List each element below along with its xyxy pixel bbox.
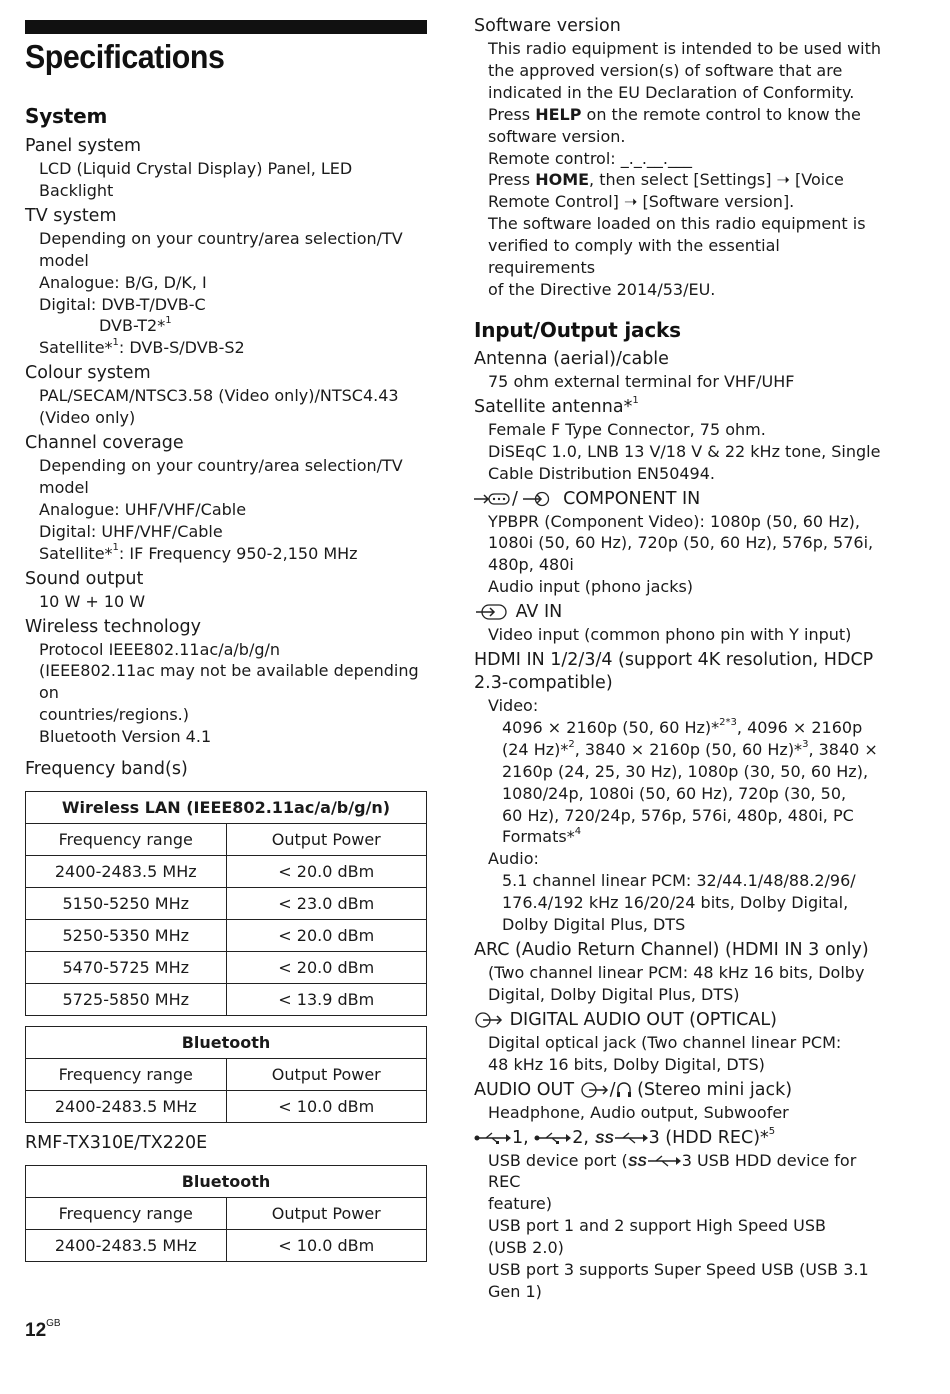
tv-system-line: model <box>39 250 89 270</box>
hdmi-video-line: 1080/24p, 1080i (50, 60 Hz), 720p (30, 50, <box>502 783 847 803</box>
panel-system-value: LCD (Liquid Crystal Display) Panel, LED Backlight <box>39 159 353 200</box>
rmf-label: RMF-TX310E/TX220E <box>25 1133 208 1154</box>
colour-system-line: PAL/SECAM/NTSC3.58 (Video only)/NTSC4.43 <box>39 386 399 406</box>
optical-line: 48 kHz 16 bits, Dolby Digital, DTS) <box>488 1054 765 1074</box>
table-cell: 5470-5725 MHz <box>26 952 227 984</box>
table-cell: 2400-2483.5 MHz <box>26 1091 227 1123</box>
component-line: Audio input (phono jacks) <box>488 577 694 597</box>
usb-line: feature) <box>488 1194 553 1214</box>
component-line: 480p, 480i <box>488 555 574 575</box>
text: , then select [Settings] ➝ [Voice <box>589 170 844 190</box>
satellite-antenna-line: DiSEqC 1.0, LNB 13 V/18 V & 22 kHz tone, Single <box>488 441 881 461</box>
colour-system-line: (Video only) <box>39 408 136 428</box>
page-title: Specifications <box>25 38 225 75</box>
text: on the remote control to know the <box>581 104 861 124</box>
table-cell: < 23.0 dBm <box>226 888 427 920</box>
av-input-icon <box>474 603 510 621</box>
wireless-technology-label: Wireless technology <box>25 616 201 637</box>
arc-line: (Two channel linear PCM: 48 kHz 16 bits, Dolby <box>488 963 865 982</box>
software-line: verified to comply with the essential requirements <box>488 236 780 278</box>
arc-line: Digital, Dolby Digital Plus, DTS) <box>488 984 740 1004</box>
satellite-antenna-line: Cable Distribution EN50494. <box>488 463 715 483</box>
table-row <box>26 888 427 920</box>
text: , 3840 × 2160p (50, 60 Hz)* <box>574 739 803 759</box>
text: Press <box>488 170 536 190</box>
sound-output-label: Sound output <box>25 568 144 589</box>
usb-line: (USB 2.0) <box>488 1238 564 1258</box>
wireless-line: Protocol IEEE802.11ac/a/b/g/n <box>39 639 281 659</box>
optical-text: DIGITAL AUDIO OUT (OPTICAL) <box>509 1009 777 1030</box>
software-version-label: Software version <box>474 16 621 36</box>
component-line: YPBPR (Component Video): 1080p (50, 60 Hz), <box>488 511 860 531</box>
channel-coverage-analogue: Analogue: UHF/VHF/Cable <box>39 499 247 519</box>
footnote-ref: 1 <box>112 337 119 349</box>
wireless-line: countries/regions.) <box>39 705 189 725</box>
usb-superspeed-icon <box>628 1153 682 1169</box>
software-line: indicated in the EU Declaration of Conformity. <box>488 82 855 102</box>
usb-icon <box>534 1131 572 1145</box>
wlan-col-header: Output Power <box>226 824 427 856</box>
footnote-ref: 1 <box>632 394 639 406</box>
text: Satellite antenna* <box>474 396 633 417</box>
text: 3 USB HDD device for REC <box>488 1150 857 1192</box>
wlan-table-title: Wireless LAN (IEEE802.11ac/a/b/g/n) <box>26 792 427 824</box>
frequency-bands-label: Frequency band(s) <box>25 759 188 780</box>
table-row <box>26 1230 427 1262</box>
usb-superspeed-icon <box>595 1130 649 1146</box>
satellite-antenna-line: Female F Type Connector, 75 ohm. <box>488 419 766 439</box>
table-cell: 5725-5850 MHz <box>26 984 227 1016</box>
hdmi-video-line: 2160p (24, 25, 30 Hz), 1080p (30, 50, 60 Hz), <box>502 761 869 781</box>
satellite-text: Satellite* <box>39 543 113 563</box>
table-row <box>26 952 427 984</box>
text: 2, <box>572 1127 589 1148</box>
usb-line <box>474 1150 884 1194</box>
hdmi-video-line <box>474 739 884 761</box>
bluetooth-col-header: Frequency range <box>26 1059 227 1091</box>
page-number-value: 12 <box>25 1320 47 1341</box>
text: Formats* <box>502 827 575 847</box>
hdmi-audio-line: Dolby Digital Plus, DTS <box>502 915 686 935</box>
tv-system-satellite <box>25 337 427 359</box>
table-row <box>26 920 427 952</box>
rmf-col-header: Output Power <box>226 1198 427 1230</box>
hdmi-video-line: 60 Hz), 720/24p, 576p, 576i, 480p, 480i, PC <box>502 805 854 825</box>
text: 3 (HDD REC)* <box>648 1127 769 1148</box>
text: , 4096 × 2160p <box>736 717 863 737</box>
audio-input-icon <box>523 491 553 507</box>
av-in-value: Video input (common phono pin with Y input) <box>488 625 852 645</box>
page-language-suffix: GB <box>46 1317 61 1329</box>
component-line: 1080i (50, 60 Hz), 720p (50, 60 Hz), 576p, 576i, <box>488 533 874 553</box>
bluetooth-table-title: Bluetooth <box>26 1027 427 1059</box>
text: , 3840 × <box>808 739 878 759</box>
software-line <box>474 104 884 126</box>
bluetooth-col-header: Output Power <box>226 1059 427 1091</box>
table-cell: < 20.0 dBm <box>226 856 427 888</box>
text: 1, <box>512 1127 529 1148</box>
text: (24 Hz)* <box>502 739 569 759</box>
home-key: HOME <box>535 170 590 190</box>
usb-line: Gen 1) <box>488 1281 542 1301</box>
optical-output-icon <box>474 1011 504 1029</box>
component-input-icon <box>474 491 512 507</box>
hdmi-video-label: Video: <box>488 696 539 716</box>
usb-line: USB port 1 and 2 support High Speed USB <box>488 1216 826 1236</box>
footnote-ref: 1 <box>112 542 119 554</box>
channel-coverage-satellite <box>25 543 427 565</box>
av-in-label <box>474 601 884 624</box>
wlan-col-header: Frequency range <box>26 824 227 856</box>
satellite-value: : IF Frequency 950-2,150 MHz <box>118 543 358 563</box>
antenna-label: Antenna (aerial)/cable <box>474 348 669 369</box>
right-column <box>474 12 884 1303</box>
svg-text:SS: SS <box>627 1153 647 1170</box>
hdmi-video-line <box>474 717 884 739</box>
optical-line: Digital optical jack (Two channel linear PCM: <box>488 1032 842 1052</box>
tv-system-dvbt2 <box>25 315 427 337</box>
left-column <box>25 104 427 1262</box>
software-line: the approved version(s) of software that are <box>488 60 843 80</box>
hdmi-label-cont: 2.3-compatible) <box>474 673 613 694</box>
software-line: software version. <box>488 126 626 146</box>
bluetooth-table <box>25 1026 427 1123</box>
text: AUDIO OUT <box>474 1079 575 1100</box>
audio-out-value: Headphone, Audio output, Subwoofer <box>488 1102 789 1122</box>
table-cell: < 20.0 dBm <box>226 920 427 952</box>
footnote-ref: 2*3 <box>719 716 737 728</box>
audio-output-icon <box>580 1081 610 1099</box>
wireless-line: (IEEE802.11ac may not be available depending on <box>39 661 419 703</box>
tv-system-analogue: Analogue: B/G, D/K, I <box>39 272 207 292</box>
rmf-col-header: Frequency range <box>26 1198 227 1230</box>
tv-system-label: TV system <box>25 205 117 226</box>
audio-out-label: AUDIO OUT / (Stereo mini jack) <box>474 1079 793 1100</box>
sound-output-value: 10 W + 10 W <box>39 591 146 611</box>
channel-coverage-digital: Digital: UHF/VHF/Cable <box>39 521 223 541</box>
table-row <box>26 1091 427 1123</box>
tv-system-digital: Digital: DVB-T/DVB-C <box>39 294 206 314</box>
table-cell: 5150-5250 MHz <box>26 888 227 920</box>
dvbt2-text: DVB-T2* <box>99 316 166 336</box>
tv-system-line: Depending on your country/area selection/TV <box>39 228 403 248</box>
table-cell: < 20.0 dBm <box>226 952 427 984</box>
optical-out-label <box>474 1009 884 1032</box>
antenna-value: 75 ohm external terminal for VHF/UHF <box>488 371 795 391</box>
hdmi-audio-label: Audio: <box>488 849 539 869</box>
footnote-ref: 4 <box>574 826 582 838</box>
title-rule <box>25 20 427 34</box>
headphones-icon <box>616 1081 632 1099</box>
hdmi-label: HDMI IN 1/2/3/4 (support 4K resolution, HDCP <box>474 650 874 671</box>
software-line <box>474 169 884 191</box>
usb-line: USB port 3 supports Super Speed USB (USB 3.1 <box>488 1260 869 1280</box>
wlan-table <box>25 791 427 1016</box>
channel-coverage-line: model <box>39 477 89 497</box>
system-heading: System <box>25 104 108 128</box>
software-line: This radio equipment is intended to be used with <box>488 39 882 58</box>
panel-system-label: Panel system <box>25 136 142 156</box>
av-in-text: AV IN <box>515 602 563 623</box>
arc-label: ARC (Audio Return Channel) (HDMI IN 3 only) <box>474 940 869 960</box>
hdmi-audio-line: 5.1 channel linear PCM: 32/44.1/48/88.2/96/ <box>502 871 856 891</box>
table-cell: < 10.0 dBm <box>226 1091 427 1123</box>
component-in-text: COMPONENT IN <box>563 488 701 509</box>
satellite-antenna-label <box>474 396 884 419</box>
hdmi-video-line <box>474 826 884 848</box>
software-line: Remote Control] ➝ [Software version]. <box>488 192 795 212</box>
component-in-label: / COMPONENT IN <box>474 488 884 511</box>
table-row <box>26 984 427 1016</box>
table-cell: < 13.9 dBm <box>226 984 427 1016</box>
remote-control-version: Remote control: _._.__.___ <box>488 148 693 168</box>
wireless-line: Bluetooth Version 4.1 <box>39 727 212 747</box>
text: 4096 × 2160p (50, 60 Hz)* <box>502 717 720 737</box>
io-heading: Input/Output jacks <box>474 317 681 342</box>
help-key: HELP <box>535 104 582 124</box>
footnote-ref: 3 <box>802 738 809 750</box>
rmf-table-title: Bluetooth <box>26 1166 427 1198</box>
table-row <box>26 856 427 888</box>
colour-system-label: Colour system <box>25 363 151 384</box>
software-line: of the Directive 2014/53/EU. <box>488 279 716 299</box>
page-number <box>25 1317 61 1342</box>
table-cell: 5250-5350 MHz <box>26 920 227 952</box>
table-cell: 2400-2483.5 MHz <box>26 856 227 888</box>
rmf-bluetooth-table <box>25 1165 427 1262</box>
table-cell: 2400-2483.5 MHz <box>26 1230 227 1262</box>
channel-coverage-line: Depending on your country/area selection/TV <box>39 456 403 476</box>
channel-coverage-label: Channel coverage <box>25 433 184 454</box>
satellite-value: : DVB-S/DVB-S2 <box>118 338 245 358</box>
satellite-text: Satellite* <box>39 338 113 358</box>
text: (Stereo mini jack) <box>637 1079 793 1100</box>
footnote-ref: 2 <box>568 738 575 750</box>
footnote-ref: 5 <box>768 1125 776 1137</box>
text: USB device port ( <box>488 1150 628 1170</box>
hdmi-audio-line: 176.4/192 kHz 16/20/24 bits, Dolby Digital, <box>502 893 849 913</box>
footnote-ref: 1 <box>165 315 172 327</box>
usb-icon <box>474 1131 512 1145</box>
software-line: The software loaded on this radio equipment is <box>488 214 866 234</box>
usb-label <box>474 1127 884 1150</box>
table-cell: < 10.0 dBm <box>226 1230 427 1262</box>
text: Press <box>488 104 536 124</box>
svg-text:SS: SS <box>594 1129 614 1146</box>
